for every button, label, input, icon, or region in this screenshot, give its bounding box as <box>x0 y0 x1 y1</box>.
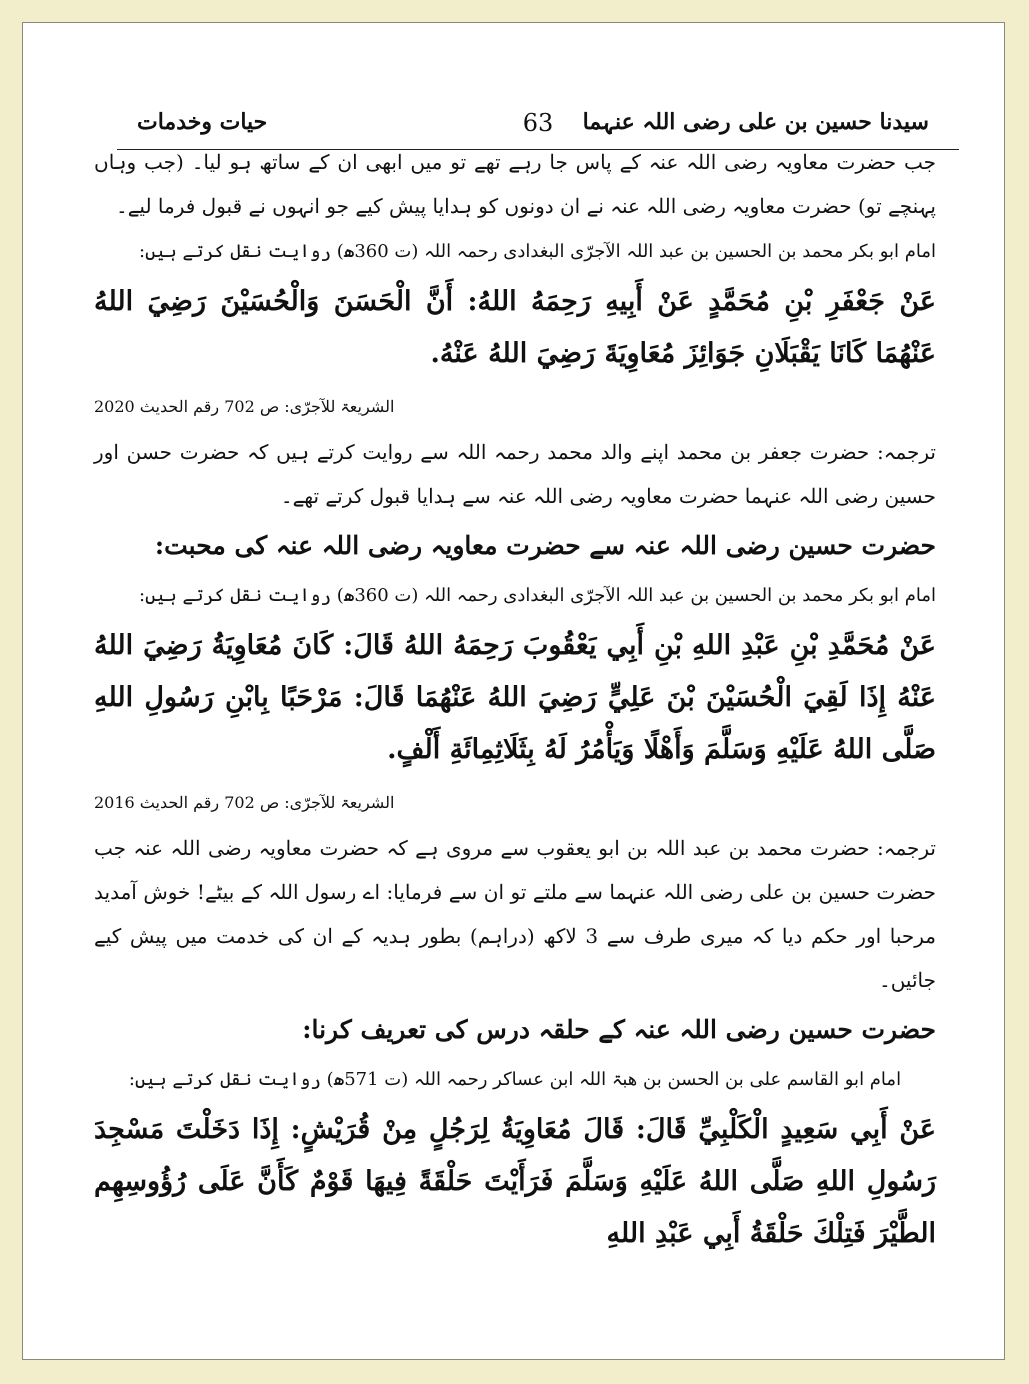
page-number: 63 <box>522 109 554 137</box>
translation: ترجمہ: حضرت جعفر بن محمد اپنے والد محمد رحمہ اللہ سے روایت کرتے ہیں کہ حضرت حسن اور حسین رضی اللہ عنہما حضرت معاویہ رضی اللہ عنہ سے ہدایا قبول کرتے تھے۔ <box>94 440 936 508</box>
arabic-hadith: عَنْ جَعْفَرِ بْنِ مُحَمَّدٍ عَنْ أَبِيهِ رَحِمَهُ اللهُ: أَنَّ الْحَسَنَ وَالْحُسَيْنَ رَضِيَ اللهُ عَنْهُمَا كَانَا يَقْبَلَانِ جَوَائِزَ مُعَاوِيَةَ رَضِيَ اللهُ عَنْهُ. <box>94 286 936 369</box>
book-title: سیدنا حسین بن علی رضی اللہ عنہما <box>582 109 929 135</box>
narrator-line: امام ابو بکر محمد بن الحسین بن عبد اللہ الآجرّی البغدادی رحمہ اللہ (ت 360ھ) روایت نقل کرتے ہیں: <box>139 241 936 262</box>
section-heading: حضرت حسین رضی اللہ عنہ کے حلقہ درس کی تعریف کرنا: <box>302 1015 936 1044</box>
arabic-hadith: عَنْ أَبِي سَعِيدٍ الْكَلْبِيِّ قَالَ: قَالَ مُعَاوِيَةُ لِرَجُلٍ مِنْ قُرَيْشٍ: إِذَا دَخَلْتَ مَسْجِدَ رَسُولِ اللهِ صَلَّى اللهُ عَلَيْهِ وَسَلَّمَ فَرَأَيْتَ حَلْقَةً فِيهَا قَوْمٌ كَأَنَّ عَلَى رُؤُوسِهِم الطَّيْرَ فَتِلْكَ حَلْقَةُ أَبِي عَبْدِ اللهِ <box>94 1114 936 1249</box>
section-heading: حضرت حسین رضی اللہ عنہ سے حضرت معاویہ رضی اللہ عنہ کی محبت: <box>154 531 936 560</box>
book-section-title: حیات وخدمات <box>137 109 268 135</box>
narrator-line: امام ابو بکر محمد بن الحسین بن عبد اللہ الآجرّی البغدادی رحمہ اللہ (ت 360ھ) روایت نقل کرتے ہیں: <box>139 585 936 606</box>
hadith-reference: الشریعۃ للآجرّی: ص 702 رقم الحدیث 2016 <box>94 793 395 812</box>
translation: ترجمہ: حضرت محمد بن عبد اللہ بن ابو یعقوب سے مروی ہے کہ حضرت معاویہ رضی اللہ عنہ جب حضرت حسین بن علی رضی اللہ عنہما سے ملتے تو ان سے فرمایا: اے رسول اللہ کے بیٹے! خوش آمدید مرحبا اور حکم دیا کہ میری طرف سے 3 لاکھ (دراہم) بطور ہدیہ کے ان کی خدمت میں پیش کیے جائیں۔ <box>94 836 936 992</box>
hadith-reference: الشریعۃ للآجرّی: ص 702 رقم الحدیث 2020 <box>94 397 395 416</box>
paragraph: جب حضرت معاویہ رضی اللہ عنہ کے پاس جا رہے تھے تو میں ابھی ان کے ساتھ ہو لیا۔ (جب وہاں پہنچے تو) حضرت معاویہ رضی اللہ عنہ نے ان دونوں کو ہدایا پیش کیے جو انہوں نے قبول فرما لیے۔ <box>94 150 936 218</box>
page-content <box>94 140 936 1262</box>
arabic-hadith: عَنْ مُحَمَّدِ بْنِ عَبْدِ اللهِ بْنِ أَبِي يَعْقُوبَ رَحِمَهُ اللهُ قَالَ: كَانَ مُعَاوِيَةُ رَضِيَ اللهُ عَنْهُ إِذَا لَقِيَ الْحُسَيْنَ بْنَ عَلِيٍّ رَضِيَ اللهُ عَنْهُمَا قَالَ: مَرْحَبًا بِابْنِ رَسُولِ اللهِ صَلَّى اللهُ عَلَيْهِ وَسَلَّمَ وَأَهْلًا وَيَأْمُرُ لَهُ بِثَلَاثِمِائَةِ أَلْفٍ. <box>94 630 936 765</box>
narrator-line: امام ابو القاسم علی بن الحسن بن ھبۃ اللہ ابن عساکر رحمہ اللہ (ت 571ھ) روایت نقل کرتے ہیں: <box>128 1069 902 1090</box>
